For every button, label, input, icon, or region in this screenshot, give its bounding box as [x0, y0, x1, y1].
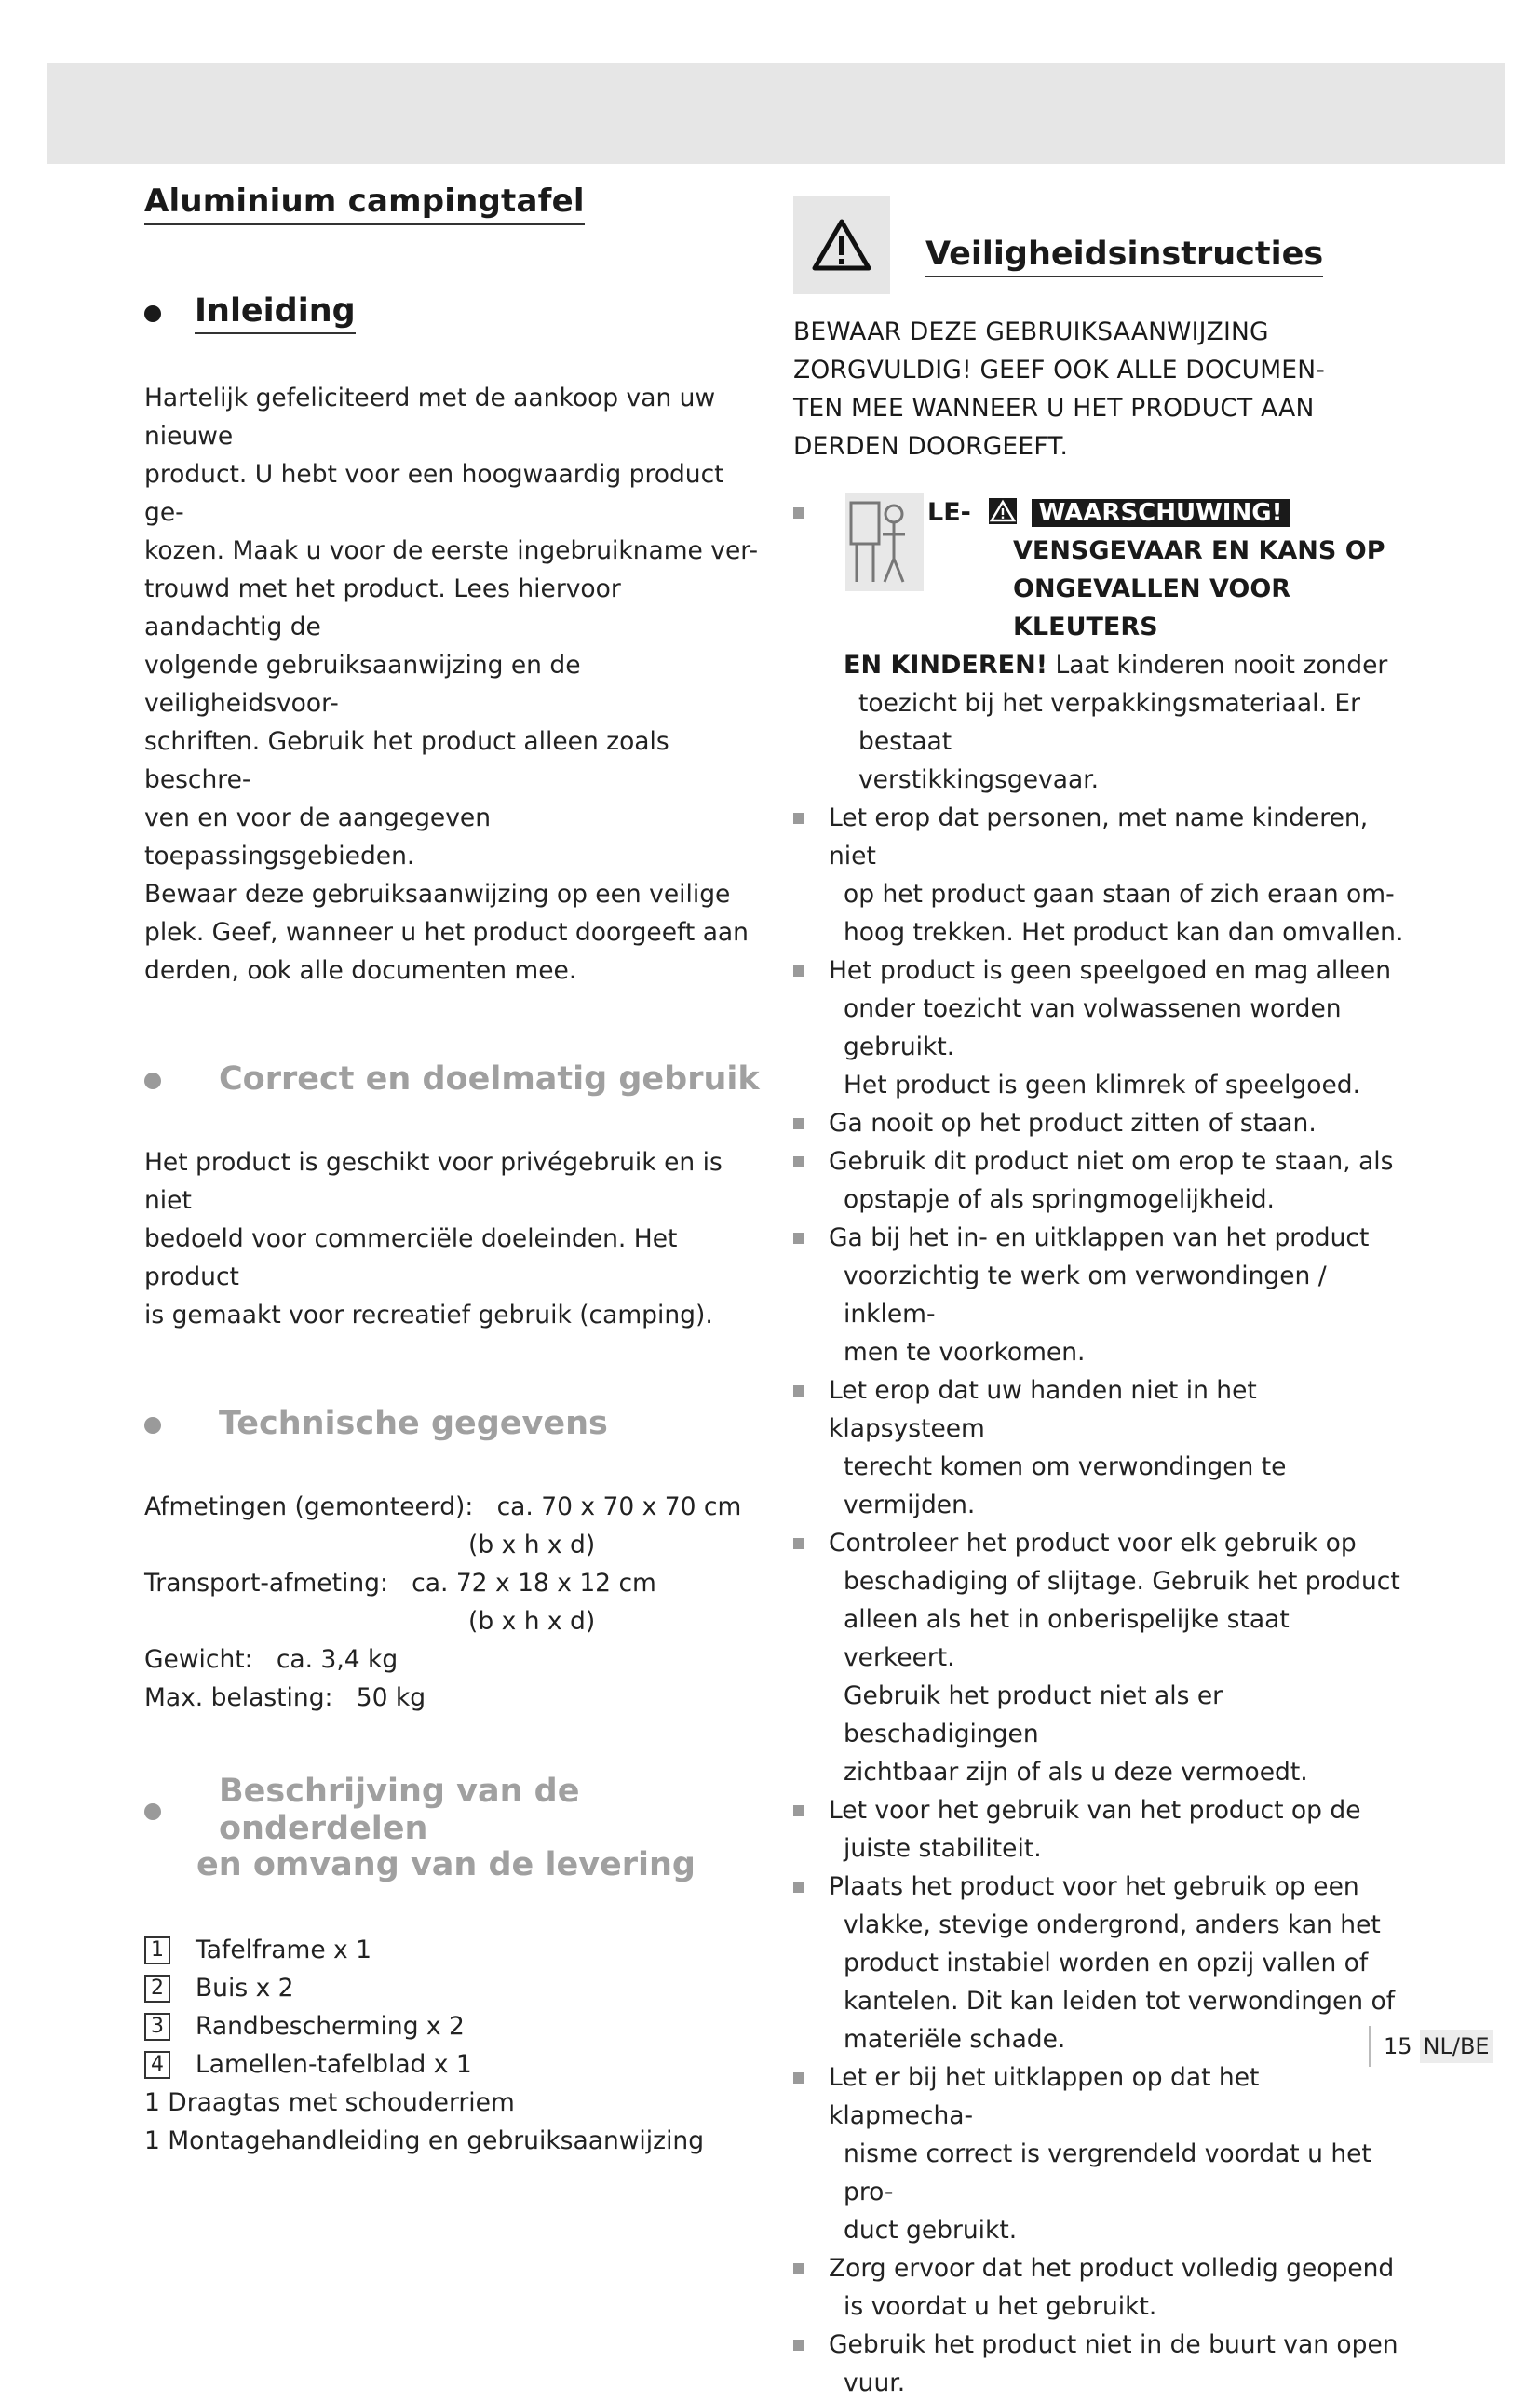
bullet-dot-icon: [144, 1803, 161, 1820]
parts-title-line1: Beschrijving van de onderdelen: [219, 1773, 580, 1847]
text-line: opstapje of als springmogelijkheid.: [844, 1185, 1275, 1214]
bullet-square-icon: [793, 2340, 804, 2351]
bullet-square-icon: [793, 1805, 804, 1816]
bullet-square-icon: [793, 813, 804, 824]
text-line: Ga bij het in- en uitklappen van het product: [829, 1223, 1370, 1252]
text-line: product instabiel worden en opzij vallen of: [844, 1949, 1369, 1977]
text-line: Het product is geen speelgoed en mag alleen: [829, 956, 1392, 985]
bullet-square-icon: [793, 2072, 804, 2084]
bullet-square-icon: [793, 1882, 804, 1893]
page-number: 15: [1384, 2033, 1412, 2059]
header-band: [47, 63, 1505, 164]
list-item: [144, 2007, 763, 2045]
part-label: Buis x 2: [196, 1974, 294, 2003]
text-line: DERDEN DOORGEEFT.: [793, 432, 1069, 461]
list-item: [144, 1931, 763, 1969]
part-number: 4: [144, 2051, 170, 2079]
warning-badge: WAARSCHUWING!: [1032, 499, 1290, 527]
text-line: toezicht bij het verpakkingsmateriaal. Er bestaat: [858, 689, 1360, 756]
page-footer: [1369, 2022, 1493, 2071]
text-line: Het product is geen klimrek of speelgoed.: [844, 1071, 1361, 1100]
warning-line: [927, 493, 1412, 532]
list-item: [793, 1868, 1408, 2058]
section-parts-heading: [144, 1773, 763, 1886]
spec-dimensions-unit: (b x h x d): [468, 1531, 596, 1559]
bullet-square-icon: [793, 1385, 804, 1397]
list-item: [793, 1104, 1408, 1142]
text-line: Let er bij het uitklappen op dat het klapmecha-: [829, 2063, 1260, 2130]
intro-paragraph: [144, 379, 763, 990]
text-line: duct gebruikt.: [844, 2216, 1018, 2245]
list-item: [144, 1969, 763, 2007]
text-line: Gebruik dit product niet om erop te staan, als: [829, 1147, 1394, 1176]
text-line: terecht komen om verwondingen te vermijden.: [844, 1452, 1287, 1519]
part-number: 1: [144, 1936, 170, 1964]
list-item: [793, 799, 1408, 951]
text-line: alleen als het in onberispelijke staat verkeert.: [844, 1605, 1290, 1672]
text-line: kantelen. Dit kan leiden tot verwondingen of: [844, 1987, 1396, 2016]
bullet-dot-icon: [144, 305, 161, 322]
document-title: Aluminium campingtafel: [144, 182, 585, 225]
text-line: is voordat u het gebruikt.: [844, 2292, 1157, 2321]
text-line: onder toezicht van volwassenen worden gebruikt.: [844, 994, 1342, 1061]
bullet-dot-icon: [144, 1417, 161, 1434]
use-paragraph: [144, 1143, 763, 1334]
list-item: [793, 1371, 1408, 1524]
warning-bullet: [793, 493, 1408, 799]
list-item: [793, 2326, 1408, 2402]
right-column: [793, 196, 1408, 2402]
text-line: TEN MEE WANNEER U HET PRODUCT AAN: [793, 394, 1315, 423]
extra-item: 1 Montagehandleiding en gebruiksaanwijzing: [144, 2126, 705, 2155]
text-line: Hartelijk gefeliciteerd met de aankoop van uw nieuwe: [144, 384, 716, 451]
warning-body: [829, 646, 1408, 799]
text-line: beschadiging of slijtage. Gebruik het product: [844, 1567, 1400, 1596]
text-line: verstikkingsgevaar.: [858, 765, 1100, 794]
text-line: materiële schade.: [844, 2025, 1066, 2054]
warning-triangle-icon: [793, 196, 890, 294]
text-line: ven en voor de aangegeven toepassingsgebieden.: [144, 803, 492, 870]
text-line: plek. Geef, wanneer u het product doorgeeft aan: [144, 918, 749, 947]
text-line: bedoeld voor commerciële doeleinden. Het product: [144, 1224, 678, 1291]
text-line: hoog trekken. Het product kan dan omvallen.: [844, 918, 1404, 947]
parts-title-line2: en omvang van de levering: [196, 1846, 696, 1883]
text-line: Controleer het product voor elk gebruik op: [829, 1529, 1357, 1558]
text-line: ZORGVULDIG! GEEF OOK ALLE DOCUMEN-: [793, 356, 1326, 385]
text-line: zichtbaar zijn of als u deze vermoedt.: [844, 1758, 1308, 1787]
warning-line: ONGEVALLEN VOOR KLEUTERS: [1013, 574, 1291, 641]
bullet-square-icon: [793, 1156, 804, 1167]
part-number: 2: [144, 1975, 170, 2003]
warning-bold-start: EN KINDEREN!: [844, 651, 1048, 680]
text-line: Bewaar deze gebruiksaanwijzing op een veilige: [144, 880, 731, 909]
page-language: NL/BE: [1420, 2030, 1493, 2063]
text-line: op het product gaan staan of zich eraan om-: [844, 880, 1395, 909]
intro-title: Inleiding: [195, 292, 356, 334]
section-use-heading: [144, 1060, 763, 1100]
extra-item: 1 Draagtas met schouderriem: [144, 2088, 515, 2117]
child-warning-icon: [845, 493, 924, 591]
text-line: is gemaakt voor recreatief gebruik (camping).: [144, 1301, 713, 1329]
list-item: [793, 2249, 1408, 2326]
spec-max-load: Max. belasting: 50 kg: [144, 1683, 426, 1712]
part-label: Lamellen-tafelblad x 1: [196, 2050, 472, 2079]
text-line: Let erop dat personen, met name kinderen, niet: [829, 803, 1369, 870]
section-tech-heading: [144, 1405, 763, 1445]
text-line: product. U hebt voor een hoogwaardig product ge-: [144, 460, 724, 527]
text-line: kozen. Maak u voor de eerste ingebruikname ver-: [144, 536, 759, 565]
tech-title: Technische gegevens: [219, 1405, 608, 1442]
tech-specs: [144, 1488, 763, 1717]
text-line: schriften. Gebruik het product alleen zoals beschre-: [144, 727, 669, 794]
text-line: vlakke, stevige ondergrond, anders kan het: [844, 1910, 1381, 1939]
spec-weight: Gewicht: ca. 3,4 kg: [144, 1645, 399, 1674]
list-item: [144, 2045, 763, 2084]
spec-dimensions: Afmetingen (gemonteerd): ca. 70 x 70 x 70 cm: [144, 1492, 742, 1521]
part-number: 3: [144, 2013, 170, 2041]
footer-divider: [1369, 2026, 1371, 2067]
text-line: Zorg ervoor dat het product volledig geopend: [829, 2254, 1395, 2283]
list-item: [793, 1219, 1408, 1371]
text-line: men te voorkomen.: [844, 1338, 1086, 1367]
bullet-square-icon: [793, 965, 804, 977]
spec-transport: Transport-afmeting: ca. 72 x 18 x 12 cm: [144, 1569, 656, 1598]
list-item: [793, 2058, 1408, 2249]
part-label: Randbescherming x 2: [196, 2012, 465, 2041]
list-item: [793, 951, 1408, 1104]
bullet-square-icon: [793, 1538, 804, 1549]
list-item: [793, 1524, 1408, 1791]
text-line: Ga nooit op het product zitten of staan.: [829, 1109, 1317, 1138]
text-line: derden, ook alle documenten mee.: [144, 956, 577, 985]
warning-prefix: LE-: [927, 498, 971, 527]
text-line: Let voor het gebruik van het product op de: [829, 1796, 1361, 1825]
text-line: Plaats het product voor het gebruik op een: [829, 1872, 1359, 1901]
list-item: [793, 1791, 1408, 1868]
text-line: voorzichtig te werk om verwondingen / inklem-: [844, 1262, 1327, 1329]
keep-instructions-notice: [793, 313, 1408, 466]
text-line: trouwd met het product. Lees hiervoor aandachtig de: [144, 574, 621, 641]
list-item: [793, 1142, 1408, 1219]
left-column: [144, 182, 763, 2160]
text-line: juiste stabiliteit.: [844, 1834, 1042, 1863]
bullet-square-icon: [793, 2263, 804, 2274]
text-line: nisme correct is vergrendeld voordat u het pro-: [844, 2139, 1371, 2206]
part-label: Tafelframe x 1: [196, 1936, 372, 1964]
bullet-square-icon: [793, 1233, 804, 1244]
bullet-square-icon: [793, 507, 804, 519]
text-line: Gebruik het product niet in de buurt van open: [829, 2330, 1398, 2359]
text-line: vuur.: [844, 2368, 906, 2397]
text-line: volgende gebruiksaanwijzing en de veiligheidsvoor-: [144, 651, 581, 718]
text-line: BEWAAR DEZE GEBRUIKSAANWIJZING: [793, 317, 1269, 346]
text-line: Het product is geschikt voor privégebruik en is niet: [144, 1148, 723, 1215]
warning-line: VENSGEVAAR EN KANS OP: [1013, 536, 1385, 565]
safety-heading: [793, 196, 1408, 294]
safety-title: Veiligheidsinstructies: [925, 236, 1323, 277]
section-intro-heading: [144, 292, 763, 334]
text-line: Gebruik het product niet als er beschadigingen: [844, 1681, 1223, 1748]
spec-transport-unit: (b x h x d): [468, 1607, 596, 1636]
bullet-dot-icon: [144, 1073, 161, 1089]
parts-list: [144, 1931, 763, 2160]
safety-bullets: [793, 493, 1408, 2402]
use-title: Correct en doelmatig gebruik: [219, 1060, 760, 1098]
bullet-square-icon: [793, 1118, 804, 1129]
text-fragment: Laat kinderen nooit zonder: [1047, 651, 1388, 680]
text-line: Let erop dat uw handen niet in het klapsysteem: [829, 1376, 1257, 1443]
warning-badge-icon: [989, 498, 1017, 524]
